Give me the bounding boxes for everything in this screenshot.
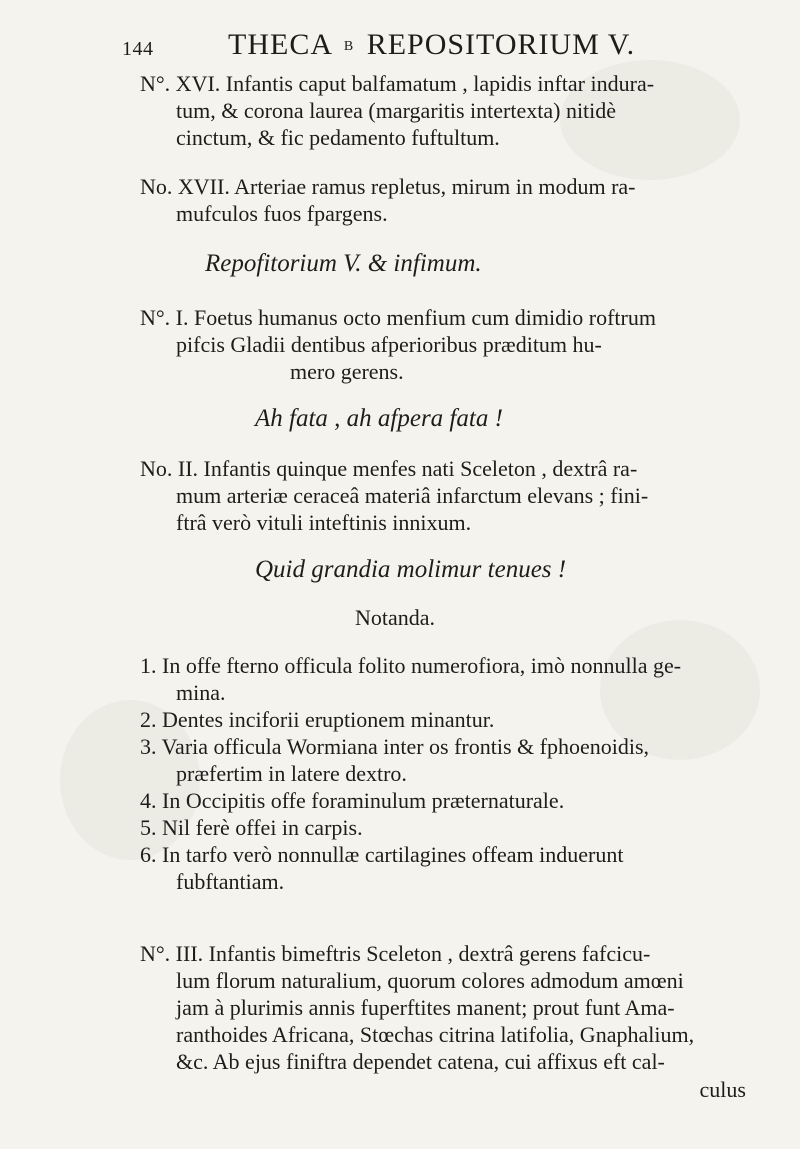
running-title-left: THECA [228,28,332,61]
running-title-b: B [343,39,355,55]
note-item: 3. Varia officula Wormiana inter os frontis & fphoenoidis, [140,734,650,759]
catalogue-entry [140,70,654,151]
section-heading: Repofitorium V. & infimum. [205,250,482,277]
catalogue-entry [140,173,635,227]
entry-line: ranthoides Africana, Stœchas citrina latifolia, Gnaphalium, [176,1022,695,1047]
entry-line: N°. III. Infantis bimeftris Sceleton , dextrâ gerens fafcicu- [140,941,651,966]
entry-line: jam à plurimis annis fuperftites manent; prout funt Ama- [176,995,675,1020]
note-item-continued: præfertim in latere dextro. [176,761,407,786]
motto: Ah fata , ah afpera fata ! [255,405,503,432]
page-number: 144 [122,38,154,60]
entry-line: tum, & corona laurea (margaritis intertexta) nitidè [176,98,617,123]
running-head [0,28,800,68]
note-item-continued: mina. [176,680,226,705]
note-item: 2. Dentes inciforii eruptionem minantur. [140,707,495,732]
entry-line: N°. I. Foetus humanus octo menfium cum dimidio roftrum [140,305,656,330]
entry-line: cinctum, & fic pedamento fuftultum. [176,125,500,150]
entry-line: mufculos fuos fpargens. [176,201,388,226]
entry-line: No. II. Infantis quinque menfes nati Sceleton , dextrâ ra- [140,456,638,481]
entry-line: ftrâ verò vituli inteftinis innixum. [176,510,472,535]
note-item-continued: fubftantiam. [176,869,285,894]
entry-line: lum florum naturalium, quorum colores admodum amœni [176,968,684,993]
notes-list [140,652,681,895]
entry-line: mero gerens. [290,359,404,384]
catalogue-entry [140,940,694,1075]
catchword: culus [699,1077,746,1102]
entry-line: &c. Ab ejus finiftra dependet catena, cui affixus eft cal- [176,1049,665,1074]
note-item: 6. In tarfo verò nonnullæ cartilagines offeam induerunt [140,842,624,867]
notanda-heading: Notanda. [355,605,436,630]
note-item: 5. Nil ferè offei in carpis. [140,815,363,840]
entry-line: pifcis Gladii dentibus afperioribus præditum hu- [176,332,602,357]
entry-line: N°. XVI. Infantis caput balfamatum , lapidis inftar indura- [140,71,655,96]
note-item: 1. In offe fterno officula folito numerofiora, imò nonnulla ge- [140,653,682,678]
catalogue-entry [140,455,648,536]
entry-line: mum arteriæ ceraceâ materiâ infarctum elevans ; fini- [176,483,649,508]
note-item: 4. In Occipitis offe foraminulum præternaturale. [140,788,565,813]
catalogue-entry [140,304,656,385]
running-title [228,28,635,62]
motto: Quid grandia molimur tenues ! [255,556,567,583]
entry-line: No. XVII. Arteriae ramus repletus, mirum in modum ra- [140,174,636,199]
running-title-right: REPOSITORIUM V. [366,28,636,61]
